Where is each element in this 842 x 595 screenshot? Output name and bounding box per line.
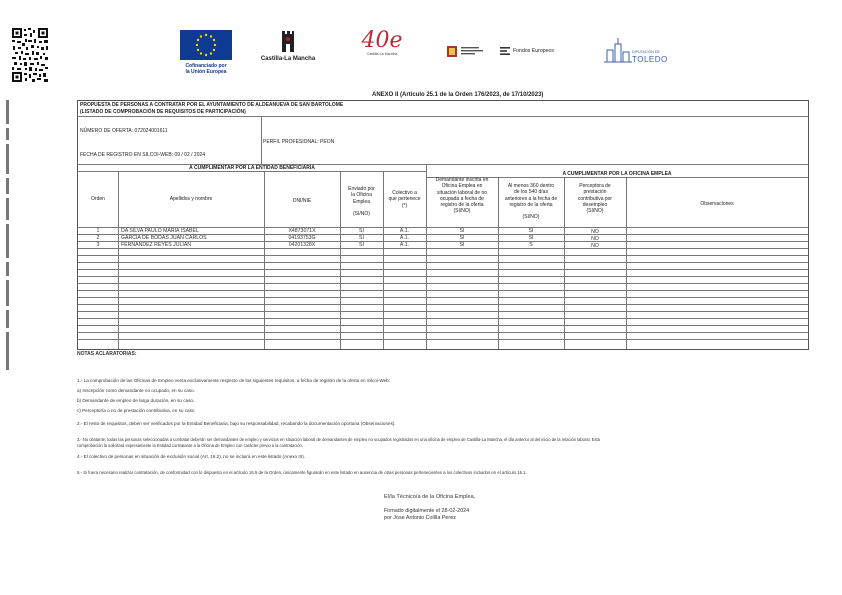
margin-verification-text [4,100,12,370]
row-perceptora: NO [591,229,599,235]
row-colectivo: A.1. [399,242,410,248]
proposal-title: PROPUESTA DE PERSONAS A CONTRATAR POR EL AYUNTAMIENTO DE ALDEANUEVA DE SAN BARTOLOME [80,102,344,108]
row-dni: 04201328X [288,242,316,248]
note-b: b) Demandante de empleo de larga duración, en su caso. [77,398,195,403]
row-nombre: GARCIA DE BODAS JUAN CARLOS [121,235,207,241]
row-orden: 1 [96,228,100,234]
signature-name: por Jose Antonio Colilla Perez [384,515,456,521]
fondos-europeos-logo [500,46,570,58]
row-almenos: SI [528,235,534,241]
forty-logo [352,30,412,66]
registration-date: FECHA DE REGISTRO EN SILCOI-WEB: 09 / 02 / 2024 [80,152,206,158]
row-dni: 04193753G [288,235,316,241]
signature-date: Firmado digitalmente el 28-02-2024 [384,508,470,514]
note-3: 3.- No obstante, todas las personas seleccionadas a contratar deberán ser demandantes de empleo y servicios en situación laboral de demandantes de empleo no ocupados registrados en una oficina de empleo de Castilla-La Mancha, el día anterior al del inicio de la relación laboral. Esta [77,437,600,442]
row-colectivo: A.1. [399,228,410,234]
row-perceptora: NO [591,236,599,242]
note-1: 1.- La comprobación de las Oficinas de Empleo versa exclusivamente respecto de los siguientes requisitos, a fecha de registro de la oferta en Silcoi-Web: [77,378,390,383]
gobierno-text-lines [461,44,485,58]
row-nombre: DA SILVA PAULO MARIA ISABEL [121,228,199,234]
toledo-logo-text: TOLEDO [632,55,668,64]
requirements-form [77,100,809,350]
qr-code [12,28,48,82]
professional-profile: PERFIL PROFESIONAL: PEON [263,139,335,145]
col-observaciones: Observaciones [700,201,734,207]
col-perceptora: Perceptora de prestación contributiva por desempleo (SI/NO) [577,183,613,214]
col-colectivo: Colectivo a que pertenece (*) [388,190,421,209]
toledo-logo-top: DIPUTACIÓN DE [632,50,660,54]
row-demandante: SI [459,235,465,241]
note-2: 2.- El resto de requisitos, deben ser verificados por la Entidad Beneficiaria, bajo su responsabilidad, recabando la documentación oportuna (Observaciones). [77,421,396,426]
row-colectivo: A.1. [399,235,410,241]
clm-logo [258,30,318,70]
eu-logo [180,30,232,78]
col-nombre: Apellidos y nombre [169,196,213,202]
castle-icon [279,30,297,54]
col-dni: DNI/NIE [292,198,312,204]
row-demandante: SI [459,242,465,248]
forty-logo-sub: Castilla-La Mancha [366,52,398,56]
section-office: A CUMPLIMENTAR POR LA OFICINA EMPLEA [562,171,672,177]
row-almenos: S [529,242,533,248]
annex-title: ANEXO II (Artículo 25.1 de la Orden 176/2023, de 17/10/2023) [372,92,544,98]
toledo-skyline-icon [604,36,632,64]
fondos-logo-text: Fondos Europeos [513,48,554,54]
notes-title: NOTAS ACLARATORIAS: [77,351,137,357]
col-almenos: Al menos 360 dentro de los 540 días anteriores a la fecha de registro de la oferta (SI/NO) [504,183,558,221]
eu-logo-line2: la Unión Europea [185,69,227,75]
col-enviado: Enviado por la Oficina Emplea (SI/NO) [348,186,375,217]
row-orden: 3 [96,242,100,248]
eu-logo-line1: Cofinanciado por [185,63,227,69]
row-demandante: SI [459,228,465,234]
coat-of-arms-icon [446,44,458,58]
col-demandante: Demandante inscrita en Oficina Emplea en situación laboral de no ocupada a fecha de registro de la oferta (SI/NO) [435,177,489,215]
col-orden: Orden [91,196,105,202]
proposal-subtitle: (LISTADO DE COMPROBACIÓN DE REQUISITOS DE PARTICIPACIÓN) [80,109,246,115]
note-a: a) Inscripción como demandante no ocupado, en su caso. [77,388,195,393]
row-dni: X4873071X [288,228,316,234]
row-enviado: SI [359,228,364,234]
fondos-icon [500,46,510,56]
note-5: 5.- Si fuera necesario realizar contratación, de conformidad con lo dispuesto en el artículo 16.5 de la Orden, únicamente figurarán en este listado en ausencia de otras personas pertenecientes a los colectivos incluidos en el artículo 16.1. [77,470,527,475]
row-nombre: FERNANDEZ REYES JULIAN [121,242,192,248]
note-3-cont: comprobación la solicitará expresamente la Entidad contratante a la Oficina de Empleo con carácter previo a la contratación. [77,443,303,448]
signature-role: El/la Técnico/a de la Oficina Emplea, [384,494,476,500]
section-entity: A CUMPLIMENTAR POR LA ENTIDAD BENEFICIARIA [189,165,315,171]
clm-logo-text: Castilla-La Mancha [260,56,316,62]
forty-logo-mark: 40e [361,28,403,53]
note-c: c) Perceptor/a o no de prestación contributiva, en su caso [77,408,195,413]
row-almenos: SI [528,228,534,234]
note-4: 4.- El colectivo de personas en situación de exclusión social (Art. 16.2), no se incluirá en este listado (Anexo III). [77,454,306,459]
eu-flag-icon [180,30,232,60]
toledo-logo [604,36,684,70]
row-orden: 2 [96,235,100,241]
row-perceptora: NO [591,243,599,249]
row-enviado: SI [359,235,364,241]
offer-number: NÚMERO DE OFERTA: 072024001611 [80,128,168,134]
gobierno-logo [446,44,488,58]
row-enviado: SI [359,242,364,248]
